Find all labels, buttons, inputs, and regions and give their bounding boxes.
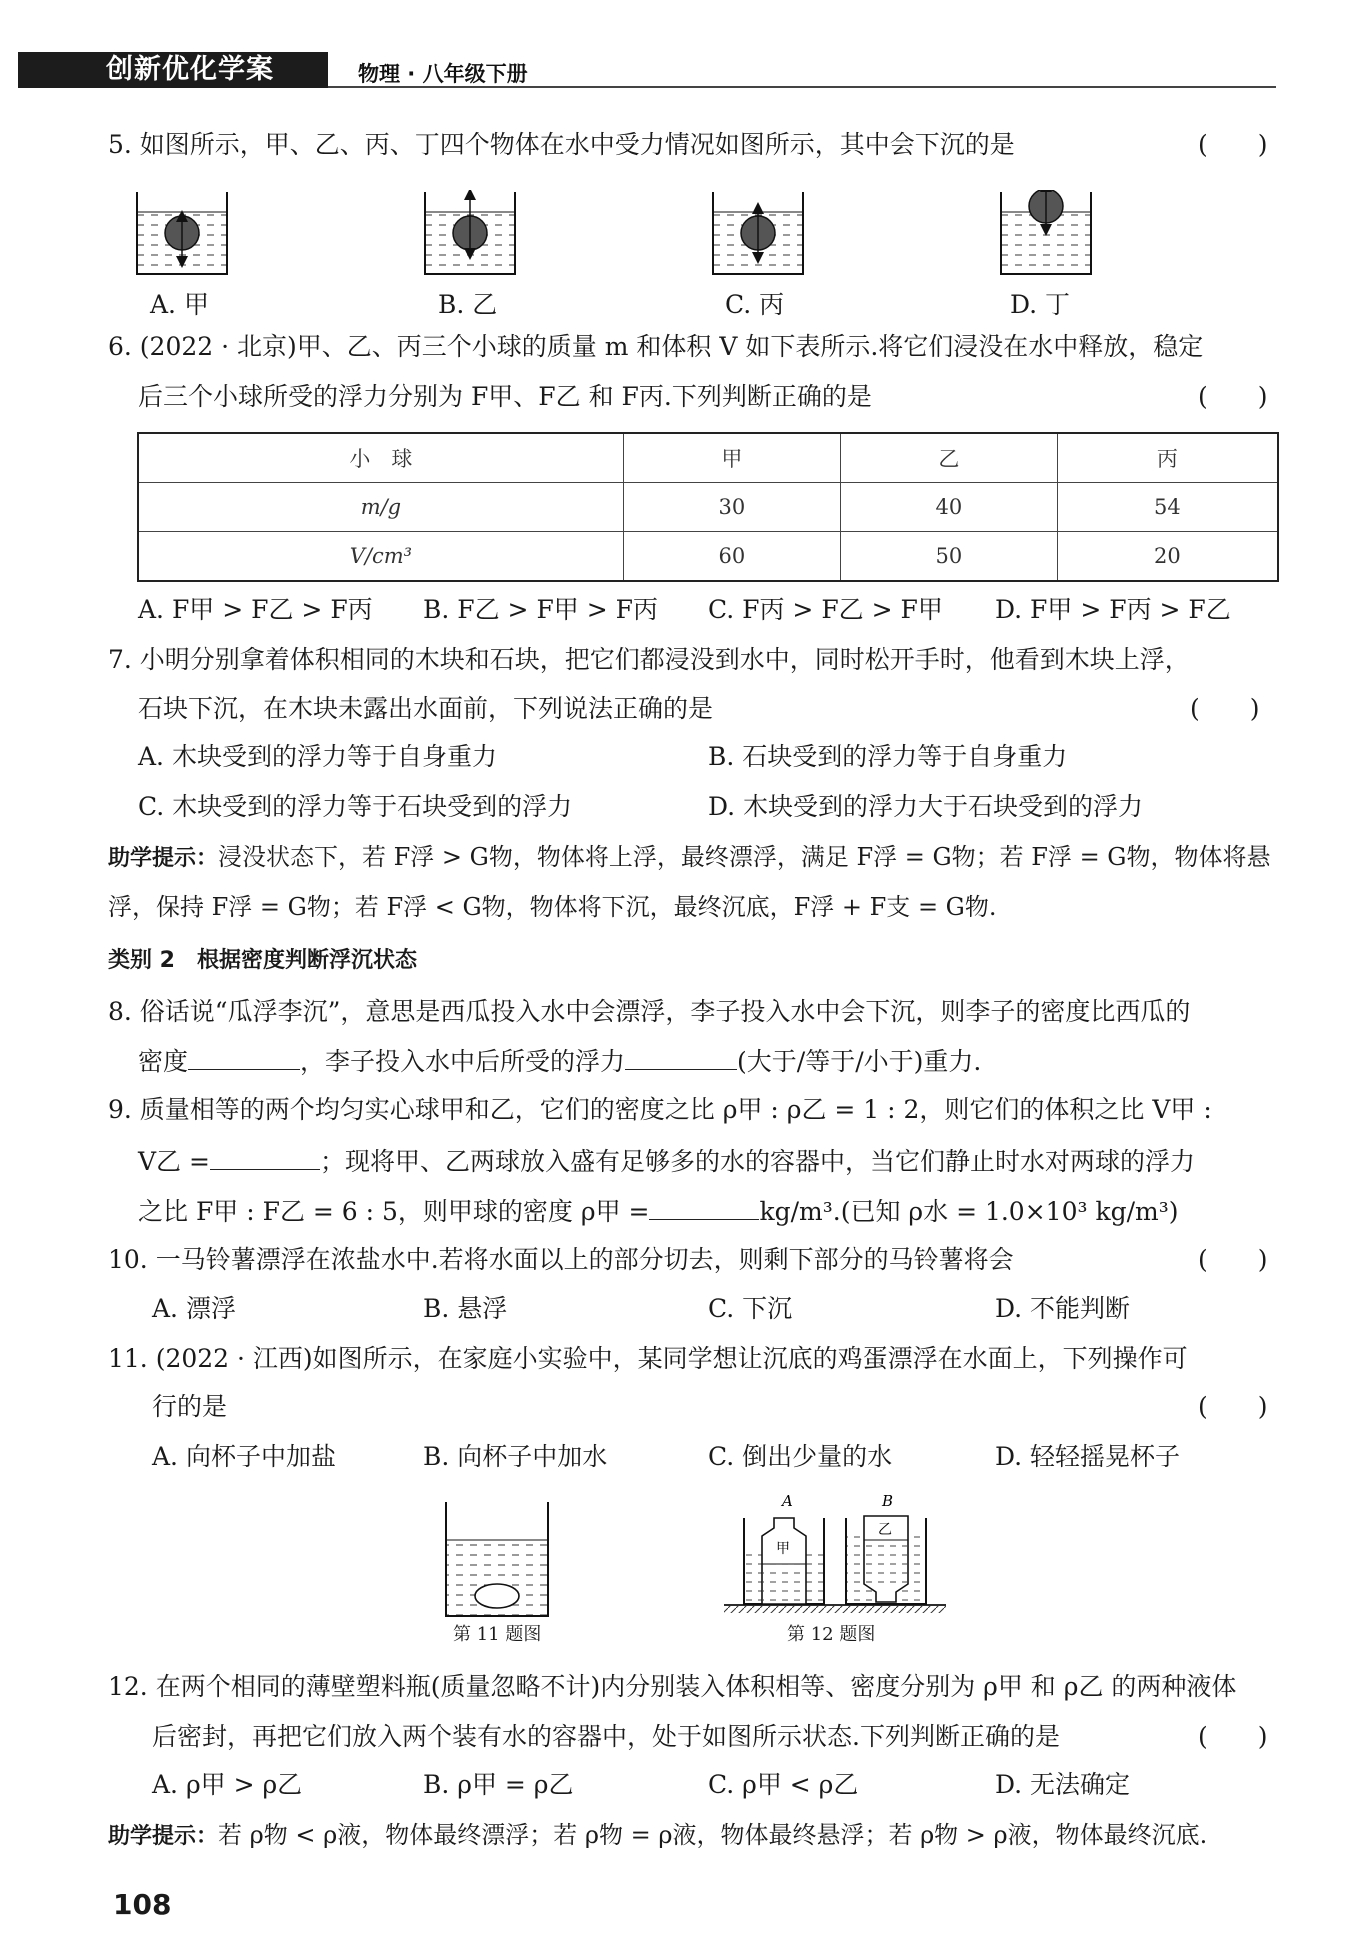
hint-label: 助学提示： bbox=[108, 846, 219, 871]
q8-blank-2[interactable] bbox=[625, 1043, 737, 1070]
egg-icon bbox=[475, 1584, 519, 1608]
q7-answer-paren: ( ) bbox=[1190, 694, 1260, 723]
page-header bbox=[18, 48, 1276, 90]
table-header-row bbox=[138, 433, 1278, 483]
table-row-label: m/g bbox=[138, 483, 623, 532]
page-number: 108 bbox=[113, 1888, 172, 1921]
q7-option-a[interactable]: A. 木块受到的浮力等于自身重力 bbox=[138, 742, 497, 771]
table-cell: 40 bbox=[840, 483, 1057, 532]
table-cell: 54 bbox=[1057, 483, 1278, 532]
label-b: B bbox=[882, 1492, 894, 1510]
q9-blank-2[interactable] bbox=[649, 1193, 759, 1220]
label-yi: 乙 bbox=[878, 1522, 892, 1538]
q7-option-c[interactable]: C. 木块受到的浮力等于石块受到的浮力 bbox=[138, 792, 573, 821]
q6-answer-paren: ( ) bbox=[1198, 382, 1268, 411]
q5-option-b[interactable]: B. 乙 bbox=[438, 290, 498, 319]
q12-stem-line1: 12. 在两个相同的薄壁塑料瓶(质量忽略不计)内分别装入体积相等、密度分别为 ρ甲 和 ρ乙 的两种液体 bbox=[108, 1672, 1237, 1701]
q9-text-b: ；现将甲、乙两球放入盛有足够多的水的容器中，当它们静止时水对两球的浮力 bbox=[319, 1147, 1195, 1176]
hint-text-line1: 浸没状态下，若 F浮 > G物，物体将上浮，最终漂浮，满足 F浮 = G物；若 F浮 = G物，物体将悬 bbox=[218, 843, 1271, 871]
q9-text-a: V乙 = bbox=[138, 1147, 210, 1176]
q5-option-a[interactable]: A. 甲 bbox=[150, 290, 209, 319]
q6-option-b[interactable]: B. F乙 > F甲 > F丙 bbox=[423, 595, 658, 624]
label-a: A bbox=[782, 1492, 793, 1510]
q9-text-d: kg/m³.(已知 ρ水 = 1.0×10³ kg/m³) bbox=[759, 1197, 1179, 1226]
study-hint-1-line2: 浮，保持 F浮 = G物；若 F浮 < G物，物体将下沉，最终沉底，F浮 + F支 = G物. bbox=[108, 893, 997, 921]
q7-stem-line2: 石块下沉，在木块未露出水面前，下列说法正确的是 bbox=[138, 694, 714, 723]
fig12-caption: 第 12 题图 bbox=[787, 1624, 876, 1645]
q6-stem-line2: 后三个小球所受的浮力分别为 F甲、F乙 和 F丙.下列判断正确的是 bbox=[138, 382, 872, 411]
q11-option-d[interactable]: D. 轻轻摇晃杯子 bbox=[995, 1442, 1181, 1471]
q11-option-b[interactable]: B. 向杯子中加水 bbox=[423, 1442, 608, 1471]
subject-title: 物理 · 八年级下册 bbox=[358, 62, 528, 86]
table-header-cell: 小 球 bbox=[138, 433, 623, 483]
q7-stem-line1: 7. 小明分别拿着体积相同的木块和石块，把它们都浸没到水中，同时松开手时，他看到木块上浮， bbox=[108, 645, 1190, 674]
q12-option-b[interactable]: B. ρ甲 = ρ乙 bbox=[423, 1770, 574, 1799]
q10-option-a[interactable]: A. 漂浮 bbox=[152, 1294, 236, 1323]
q9-text-c: 之比 F甲 : F乙 = 6 : 5，则甲球的密度 ρ甲 = bbox=[138, 1197, 650, 1226]
q11-stem-line2: 行的是 bbox=[152, 1392, 228, 1421]
q10-option-c[interactable]: C. 下沉 bbox=[708, 1294, 793, 1323]
q11-stem-line1: 11. (2022 · 江西)如图所示，在家庭小实验中，某同学想让沉底的鸡蛋漂浮在水面上，下列操作可 bbox=[108, 1344, 1188, 1373]
table-cell: 60 bbox=[623, 532, 840, 582]
q5-option-c[interactable]: C. 丙 bbox=[725, 290, 785, 319]
q6-option-a[interactable]: A. F甲 > F乙 > F丙 bbox=[138, 595, 373, 624]
q12-answer-paren: ( ) bbox=[1198, 1722, 1268, 1751]
q9-stem-line3 bbox=[138, 1193, 1179, 1229]
q6-data-table bbox=[137, 432, 1279, 582]
q9-blank-1[interactable] bbox=[210, 1143, 320, 1170]
q12-option-a[interactable]: A. ρ甲 > ρ乙 bbox=[152, 1770, 303, 1799]
label-jia: 甲 bbox=[776, 1541, 790, 1557]
q6-option-c[interactable]: C. F丙 > F乙 > F甲 bbox=[708, 595, 943, 624]
table-row-label: V/cm³ bbox=[138, 532, 623, 582]
table-row bbox=[138, 532, 1278, 582]
q10-option-b[interactable]: B. 悬浮 bbox=[423, 1294, 508, 1323]
q7-option-d[interactable]: D. 木块受到的浮力大于石块受到的浮力 bbox=[708, 792, 1144, 821]
q8-text-a: 密度 bbox=[138, 1047, 189, 1076]
beaker-bing bbox=[713, 192, 803, 274]
brand-title: 创新优化学案 bbox=[106, 54, 274, 85]
q11-option-a[interactable]: A. 向杯子中加盐 bbox=[152, 1442, 336, 1471]
q11-option-c[interactable]: C. 倒出少量的水 bbox=[708, 1442, 893, 1471]
study-hint-1 bbox=[108, 840, 1270, 876]
q5-stem: 5. 如图所示，甲、乙、丙、丁四个物体在水中受力情况如图所示，其中会下沉的是 bbox=[108, 130, 1015, 159]
table-header-cell: 甲 bbox=[623, 433, 840, 483]
q9-stem-line1: 9. 质量相等的两个均匀实心球甲和乙，它们的密度之比 ρ甲 : ρ乙 = 1 : 2，则它们的体积之比 V甲 : bbox=[108, 1095, 1212, 1124]
q10-option-d[interactable]: D. 不能判断 bbox=[995, 1294, 1131, 1323]
table-cell: 30 bbox=[623, 483, 840, 532]
q12-bottles-figure bbox=[720, 1488, 950, 1628]
q6-stem-line1: 6. (2022 · 北京)甲、乙、丙三个小球的质量 m 和体积 V 如下表所示.将它们浸没在水中释放，稳定 bbox=[108, 332, 1204, 361]
q9-stem-line2 bbox=[138, 1143, 1195, 1179]
q5-beakers-figure bbox=[135, 190, 1095, 290]
q7-option-b[interactable]: B. 石块受到的浮力等于自身重力 bbox=[708, 742, 1068, 771]
q12-option-d[interactable]: D. 无法确定 bbox=[995, 1770, 1131, 1799]
q12-stem-line2: 后密封，再把它们放入两个装有水的容器中，处于如图所示状态.下列判断正确的是 bbox=[152, 1722, 1060, 1751]
q5-option-d[interactable]: D. 丁 bbox=[1010, 290, 1071, 319]
table-cell: 50 bbox=[840, 532, 1057, 582]
q11-beaker-figure bbox=[440, 1500, 560, 1630]
study-hint-2 bbox=[108, 1818, 1207, 1854]
fig11-caption: 第 11 题图 bbox=[453, 1624, 542, 1645]
beaker-jia bbox=[137, 192, 227, 274]
beaker-ding bbox=[1001, 190, 1091, 274]
q6-option-d[interactable]: D. F甲 > F丙 > F乙 bbox=[995, 595, 1231, 624]
q8-stem-line1: 8. 俗话说“瓜浮李沉”，意思是西瓜投入水中会漂浮，李子投入水中会下沉，则李子的密度比西瓜的 bbox=[108, 997, 1191, 1026]
q8-text-c: (大于/等于/小于)重力. bbox=[737, 1047, 982, 1076]
hint-label: 助学提示： bbox=[108, 1824, 219, 1849]
hint-text: 若 ρ物 < ρ液，物体最终漂浮；若 ρ物 = ρ液，物体最终悬浮；若 ρ物 > ρ液，物体最终沉底. bbox=[218, 1821, 1208, 1849]
q12-option-c[interactable]: C. ρ甲 < ρ乙 bbox=[708, 1770, 859, 1799]
q10-answer-paren: ( ) bbox=[1198, 1245, 1268, 1274]
table-cell: 20 bbox=[1057, 532, 1278, 582]
beaker-yi bbox=[425, 192, 515, 274]
header-rule bbox=[328, 86, 1276, 88]
table-row bbox=[138, 483, 1278, 532]
q5-answer-paren: ( ) bbox=[1198, 130, 1268, 159]
category-heading: 类别 2 根据密度判断浮沉状态 bbox=[108, 948, 417, 973]
q10-stem: 10. 一马铃薯漂浮在浓盐水中.若将水面以上的部分切去，则剩下部分的马铃薯将会 bbox=[108, 1245, 1014, 1274]
q11-answer-paren: ( ) bbox=[1198, 1392, 1268, 1421]
table-header-cell: 乙 bbox=[840, 433, 1057, 483]
q8-stem-line2 bbox=[138, 1043, 981, 1079]
q8-blank-1[interactable] bbox=[188, 1043, 300, 1070]
q8-text-b: ，李子投入水中后所受的浮力 bbox=[300, 1047, 626, 1076]
table-header-cell: 丙 bbox=[1057, 433, 1278, 483]
